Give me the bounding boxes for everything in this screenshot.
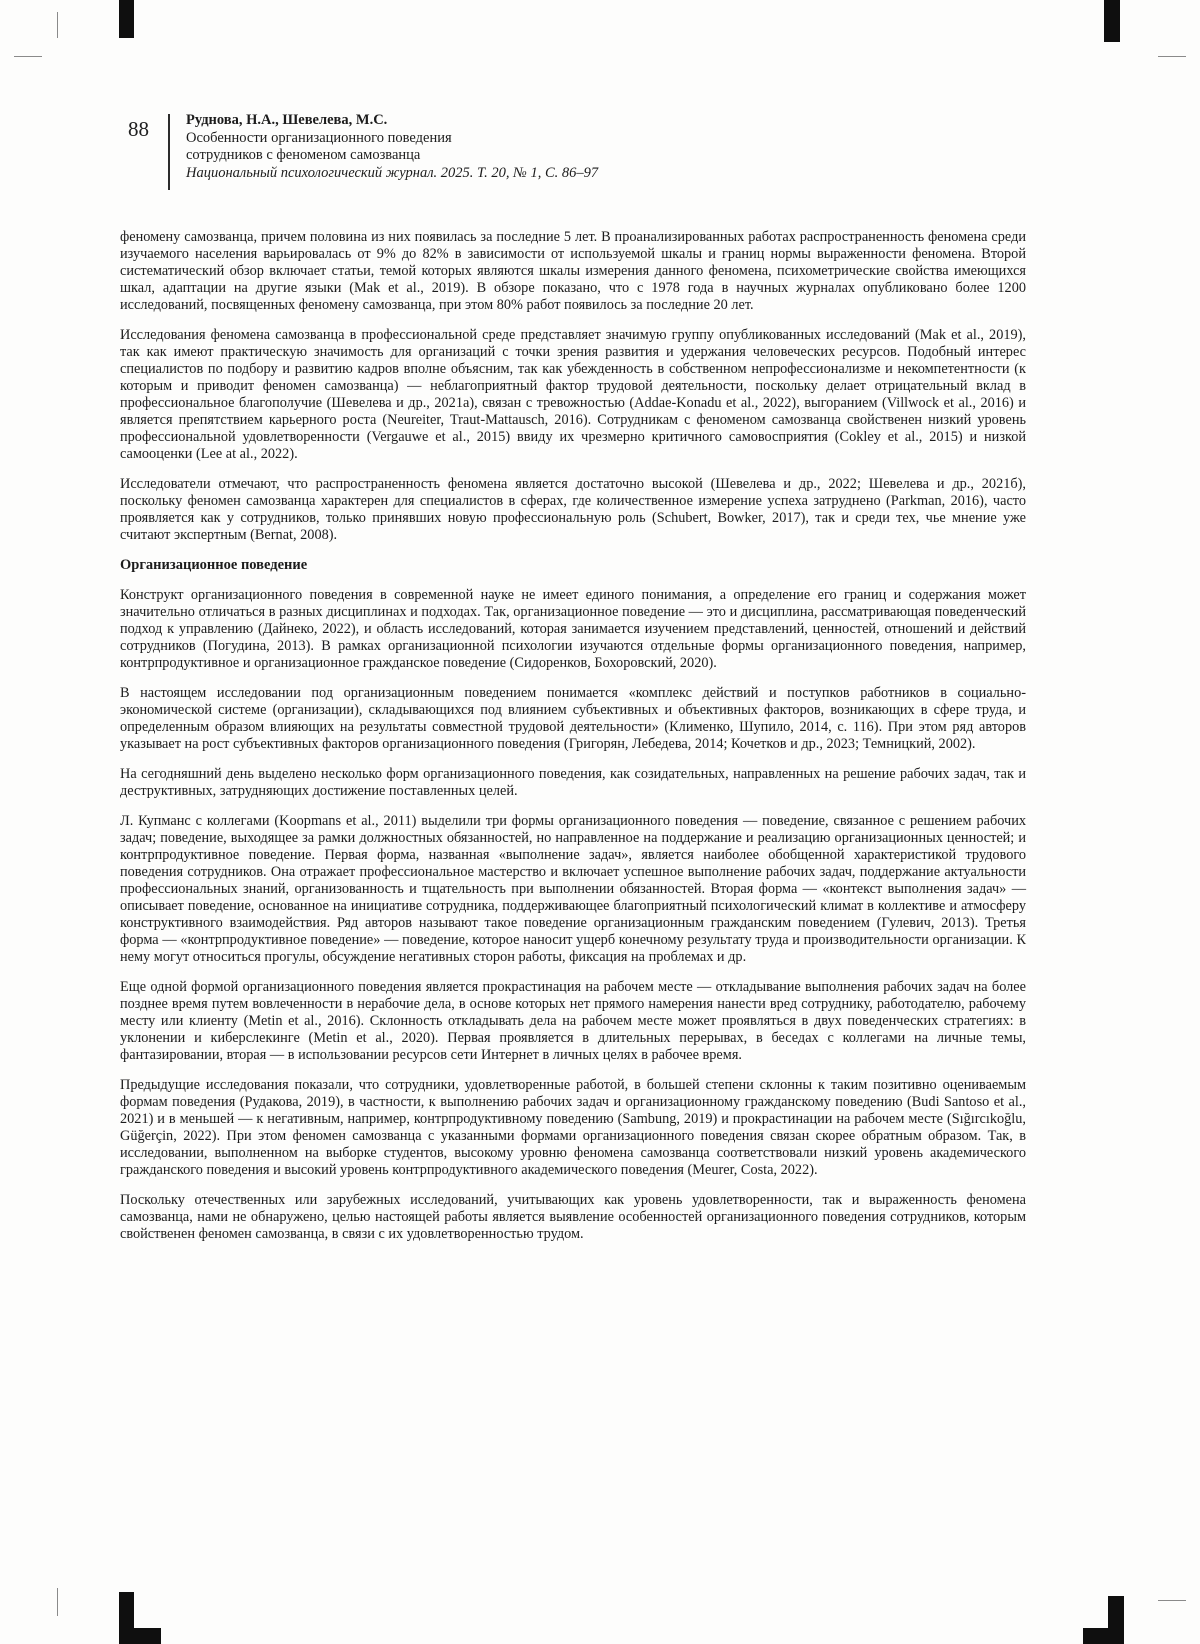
body-paragraph: Предыдущие исследования показали, что сотрудники, удовлетворенные работой, в большей степени склонны к таким позитивно оцениваемым формам поведения (Рудакова, 2019), в частности, к выполнению рабочих задач и организационному гражданскому поведению (Budi Santoso et al., 2021) и в меньшей — к негативным, например, контрпродуктивному поведению (Sambung, 2019) и прокрастинации на рабочем месте (Sığırcıkoğlu, Güğerçin, 2022). При этом феномен самозванца с указанными формами организационного поведения связан скорее обратным образом. Так, в исследовании, выполненном на выборке студентов, высокому уровню феномена самозванца соответствовали низкий уровень академического гражданского поведения и высокий уровень контрпродуктивного академического поведения (Meurer, Costa, 2022).: [120, 1077, 1026, 1178]
body-paragraph: В настоящем исследовании под организационным поведением понимается «комплекс действий и поступков работников в социально-экономической системе (организации), складывающихся под влиянием субъективных и объективных факторов, возникающих в сфере труда, и определенным образом влияющих на результаты совместной трудовой деятельности» (Клименко, Шупило, 2014, с. 116). При этом ряд авторов указывает на рост субъективных факторов организационного поведения (Григорян, Лебедева, 2014; Кочетков и др., 2023; Темницкий, 2002).: [120, 685, 1026, 752]
body-paragraph: Еще одной формой организационного поведения является прокрастинация на рабочем месте — откладывание выполнения рабочих задач на более позднее время путем вовлеченности в нерабочие дела, в основе которых нет прямого намерения нанести вред сотруднику, работодателю, рабочему месту или клиенту (Metin et al., 2016). Склонность откладывать дела на рабочем месте может проявляться в двух поведенческих стратегиях: в уклонении и киберслекинге (Metin et al., 2020). Первая проявляется в длительных перерывах, в беседах с коллегами на личные темы, фантазировании, вторая — в использовании ресурсов сети Интернет в личных целях в рабочее время.: [120, 979, 1026, 1063]
registration-mark-bottom-right-h: [1158, 1600, 1186, 1601]
crop-mark-bottom-left-horizontal: [119, 1628, 161, 1644]
body-paragraph: Л. Купманс с коллегами (Koopmans et al., 2011) выделили три формы организационного поведения — поведение, связанное с решением рабочих задач; поведение, выходящее за рамки должностных обязанностей, но направленное на поддержание и реализацию организационных ценностей; и контрпродуктивное поведение. Первая форма, названная «выполнение задач», является наиболее обобщенной характеристикой трудового поведения сотрудников. Она отражает профессиональное мастерство и включает успешное выполнение рабочих задач, поддержание актуальности профессиональных знаний, организованность и тщательность при выполнении обязанностей. Вторая форма — «контекст выполнения задач» — описывает поведение, основанное на инициативе сотрудника, поддерживающее благоприятный психологический климат в коллективе и атмосферу конструктивного взаимодействия. Ряд авторов называют такое поведение организационным гражданским поведением (Гулевич, 2013). Третья форма — «контрпродуктивное поведение» — поведение, которое наносит ущерб конечному результату труда и производительности организации. К нему могут относиться прогулы, обсуждение негативных сторон работы, фиксация на проблемах и др.: [120, 813, 1026, 965]
header-rule: [168, 114, 170, 190]
crop-mark-top-left: [119, 0, 134, 38]
page-header: [128, 112, 598, 190]
body-paragraph: Конструкт организационного поведения в современной науке не имеет единого понимания, а определение его границ и содержания может значительно отличаться в разных дисциплинах и подходах. Так, организационное поведение — это и дисциплина, рассматривающая поведенческий подход к управлению (Дайнеко, 2022), и область исследований, которая занимается изучением представлений, ценностей, отношений и действий сотрудников (Погудина, 2013). В рамках организационной психологии изучаются отдельные формы организационного поведения, например, контрпродуктивное и организационное гражданское поведение (Сидоренков, Бохоровский, 2020).: [120, 587, 1026, 671]
crop-mark-bottom-right-horizontal: [1083, 1628, 1124, 1644]
registration-mark-top-right-h: [1158, 56, 1186, 57]
authors: Руднова, Н.А., Шевелева, М.С.: [186, 112, 388, 128]
article-title-line-2: сотрудников с феноменом самозванца: [186, 147, 421, 163]
body-paragraph: феномену самозванца, причем половина из них появилась за последние 5 лет. В проанализированных работах распространенность феномена среди изучаемого населения варьировалась от 9% до 82% в зависимости от используемой шкалы и границ нормы выраженности феномена. Второй систематический обзор включает статьи, темой которых являются шкалы измерения данного феномена, психометрические свойства имеющихся шкал, адаптации на другие языки (Mak et al., 2019). В обзоре показано, что с 1978 года в научных журналах опубликовано более 1200 исследований, посвященных феномену самозванца, при этом 80% работ появилось за последние 20 лет.: [120, 229, 1026, 313]
body-paragraph: Исследования феномена самозванца в профессиональной среде представляет значимую группу опубликованных исследований (Mak et al., 2019), так как имеют практическую значимость для организаций с точки зрения развития и удержания человеческих ресурсов. Подобный интерес специалистов по подбору и развитию кадров вполне объясним, так как убежденность в собственном непрофессионализме и некомпетентности (к которым и приводит феномен самозванца) — неблагоприятный фактор трудовой деятельности, поскольку делает отрицательный вклад в профессиональное благополучие (Шевелева и др., 2021а), связан с тревожностью (Addae-Konadu et al., 2022), выгоранием (Villwock et al., 2016) и является препятствием карьерного роста (Neureiter, Traut-Mattausch, 2016). Сотрудникам с феноменом самозванца свойственен низкий уровень профессиональной удовлетворенности (Vergauwe et al., 2015) ввиду их чрезмерно критичного самовосприятия (Cokley et al., 2015) и низкой самооценки (Lee at al., 2022).: [120, 327, 1026, 462]
crop-mark-top-right: [1104, 0, 1120, 42]
article-title-line-1: Особенности организационного поведения: [186, 129, 452, 146]
article-body: [120, 229, 1026, 1256]
body-paragraph: Поскольку отечественных или зарубежных исследований, учитывающих как уровень удовлетворенности, так и выраженность феномена самозванца, нами не обнаружено, целью настоящей работы является выявление особенностей организационного поведения сотрудников, которым свойственен феномен самозванца, в связи с их удовлетворенностью трудом.: [120, 1192, 1026, 1242]
section-heading: Организационное поведение: [120, 557, 308, 573]
registration-mark-top-left-h: [14, 56, 42, 57]
registration-mark-top-left-v: [57, 12, 58, 38]
header-text: [186, 112, 598, 182]
page-number: 88: [128, 117, 149, 141]
journal-reference: Национальный психологический журнал. 2025. Т. 20, № 1, С. 86–97: [186, 164, 599, 181]
body-paragraph: Исследователи отмечают, что распространенность феномена является достаточно высокой (Шевелева и др., 2022; Шевелева и др., 2021б), поскольку феномен самозванца характерен для специалистов в сферах, где количественное измерение успеха затруднено (Parkman, 2016), часто проявляется как у сотрудников, только принявших новую профессиональную роль (Schubert, Bowker, 2017), так и среди тех, чье мнение уже считают экспертным (Bernat, 2008).: [120, 476, 1026, 543]
body-paragraph: На сегодняшний день выделено несколько форм организационного поведения, как созидательных, направленных на решение рабочих задач, так и деструктивных, затрудняющих достижение поставленных целей.: [120, 766, 1026, 799]
registration-mark-bottom-left-v: [57, 1588, 58, 1616]
